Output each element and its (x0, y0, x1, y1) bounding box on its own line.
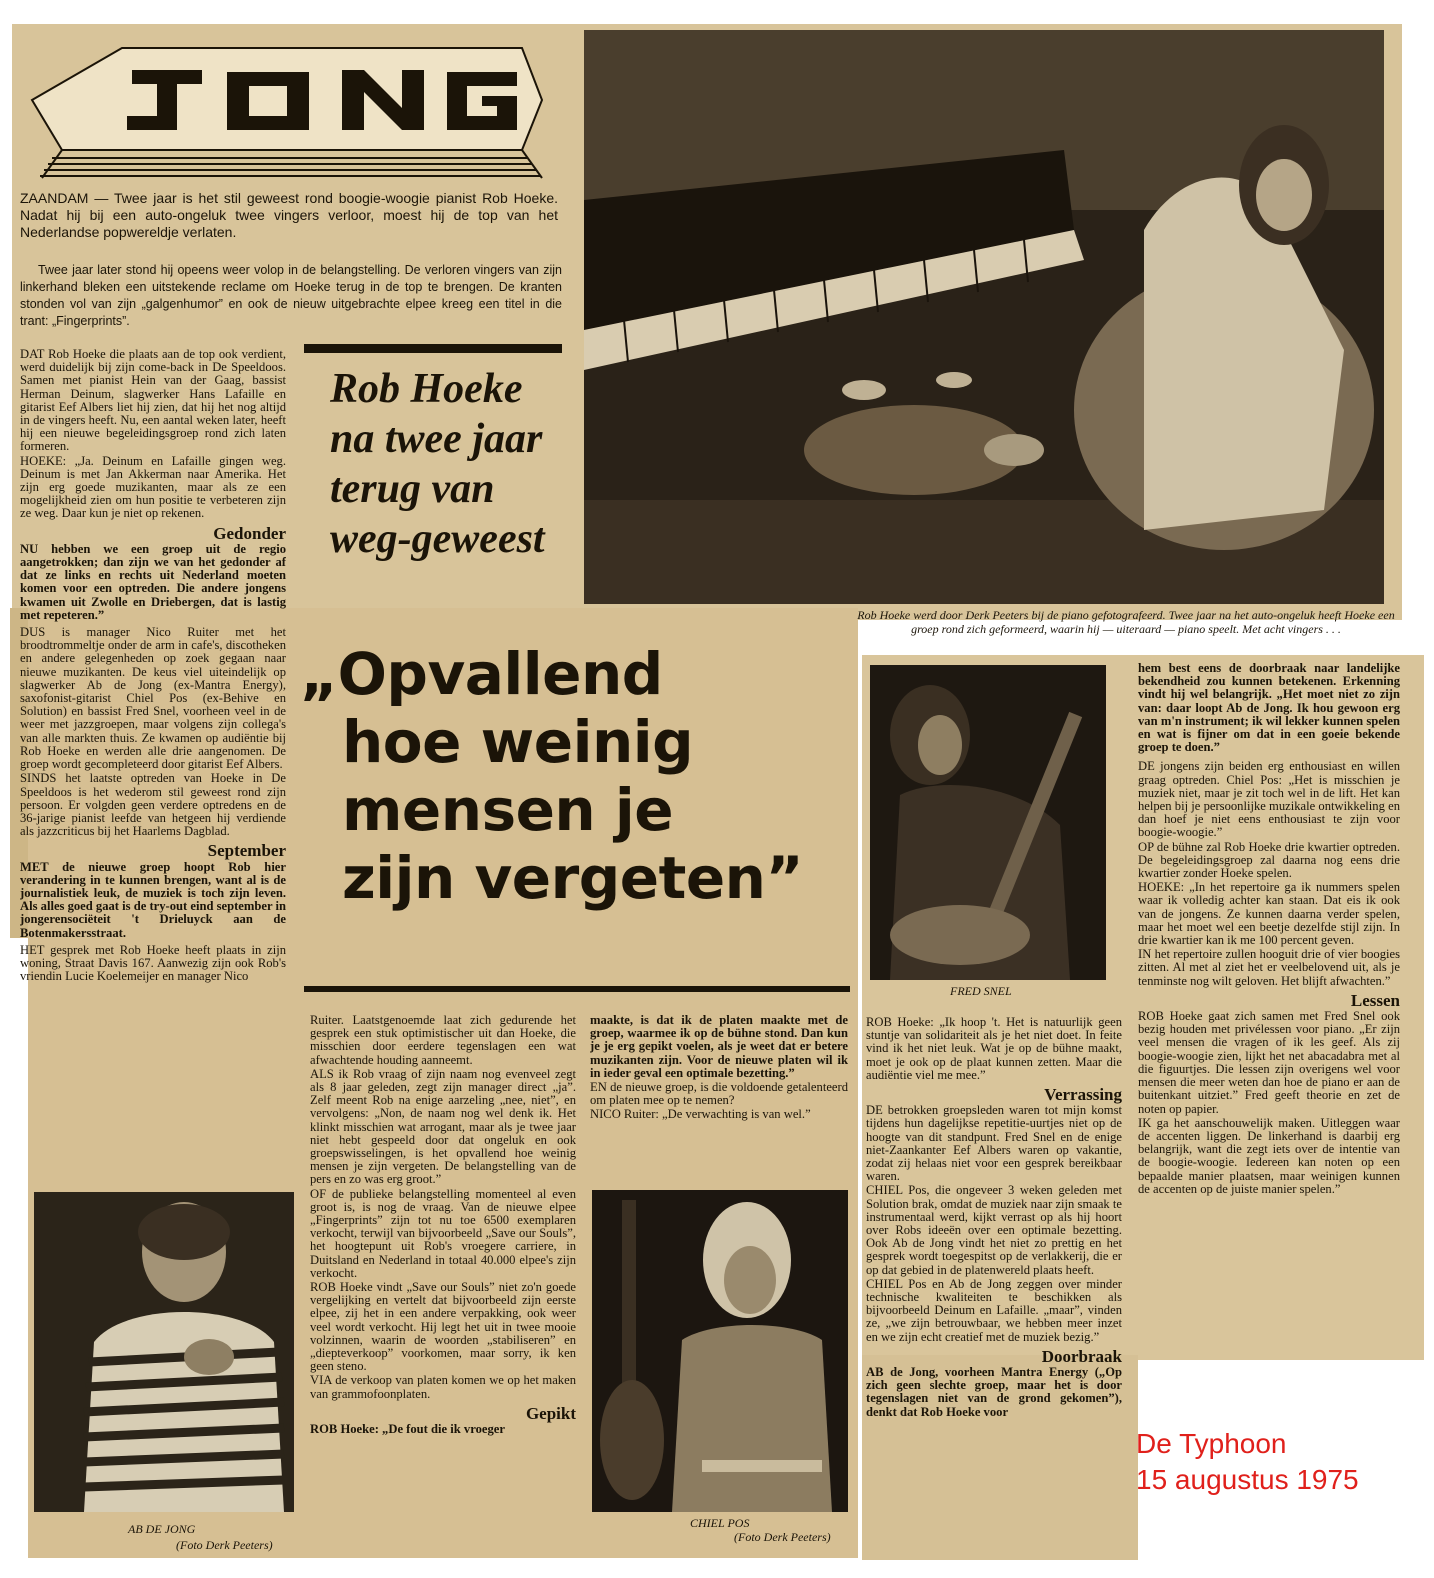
subheading: Gepikt (525, 1403, 576, 1423)
caption-chiel-pos-name: CHIEL POS (690, 1516, 750, 1530)
paragraph: EN de nieuwe groep, is die voldoende getalenteerd om platen mee op te nemen? (590, 1080, 848, 1108)
article-column-2 (310, 1014, 576, 1550)
subheading: Gedonder (213, 523, 286, 543)
source-annotation (1136, 1426, 1359, 1498)
source-publication: De Typhoon (1136, 1428, 1287, 1459)
intro-dateline: ZAANDAM — Twee jaar is het stil geweest rond boogie-woogie pianist Rob Hoeke. Nadat hij bij een auto-ongeluk twee vingers verloor, moest hij de top van het Nederlandse popwereldje verlaten. (20, 190, 558, 240)
paragraph: HOEKE: „In het repertoire ga ik nummers spelen waar ik volledig achter kan staan. Dat eis ik ook van de jongens. Ze kunnen daarna verder spelen, maar het moet wel een beetje dezelfde stijl zijn. In drie kwartier kan ik me 100 percent geven. (1138, 880, 1400, 948)
caption-ab-de-jong-name: AB DE JONG (128, 1522, 196, 1536)
paragraph: maakte, is dat ik de platen maakte met de groep, waarmee ik op de bühne stond. Dan kun je je erg gepikt voelen, als je weet dat er betere muzikanten zijn. Voor de nieuwe platen wil ik in ieder geval een optimale bezetting.” (590, 1014, 848, 1080)
headline-line: „Opvallend (300, 640, 663, 708)
caption-ab-de-jong-credit: (Foto Derk Peeters) (176, 1538, 273, 1552)
article-column-1 (20, 348, 286, 1184)
main-photo-caption: Rob Hoeke werd door Derk Peeters bij de piano gefotografeerd. Twee jaar na het auto-ongeluk heeft Hoeke een groep rond zich geformeerd, waarin hij — uiteraard — piano speelt. Met acht vingers . . . (857, 608, 1395, 636)
paragraph: ROB Hoeke: „Ik hoop 't. Het is natuurlijk geen stuntje van solidariteit als je het niet doet. In feite vind ik het niet leuk. Wat je op de bühne maakt, moet je ook op de plaat kunnen zetten. Maar die audiëntie viel me mee.” (866, 1016, 1122, 1082)
subheading: Lessen (1350, 990, 1400, 1010)
intro-paragraph: Twee jaar later stond hij opeens weer volop in de belangstelling. De verloren vingers van zijn linkerhand bleken een uitstekende reclame om Hoeke terug in de top te brengen. De kranten stonden vol van zijn „galgenhumor” en ook de nieuw uitgebrachte elpee kreeg een titel in die trant: „Fingerprints”. (20, 263, 562, 328)
headline-quote (300, 640, 860, 912)
caption-fred-snel: FRED SNEL (950, 984, 1012, 998)
paragraph: ROB Hoeke: „De fout die ik vroeger (310, 1422, 505, 1437)
paragraph: SINDS het laatste optreden van Hoeke in De Speeldoos is het wederom stil geweest rond zijn persoon. Er volgden geen verdere optredens en de 36-jarige pianist leefde van hetgeen hij verdiende als jazzcriticus bij het Haarlems Dagblad. (20, 771, 286, 839)
photo-ab-de-jong (34, 1192, 294, 1512)
paragraph: CHIEL Pos, die ongeveer 3 weken geleden met Solution brak, omdat de muziek naar zijn smaak te instrumentaal werd, kijkt verrast op als hij hoort over Robs ideeën over een optimale bezetting. Ook Ab de Jong vindt het niet zo prettig en het gesprek wordt toegespitst op de verlakkerij, die er op dat gebied in de platenwereld plaats heeft. (866, 1183, 1122, 1277)
paragraph: ROB Hoeke vindt „Save our Souls” niet zo'n goede vergelijking en vertelt dat bijvoorbeeld zijn eerste elpee, zij het in een andere verpakking, ook weer veel wordt verkocht. Hij legt het uit in twee mooie volzinnen, waarin de woorden „stabiliseren” en „diepteverkoop” voorkomen, maar sorry, ik ken geen steno. (310, 1280, 576, 1374)
subheading: September (207, 841, 286, 861)
paragraph: ROB Hoeke gaat zich samen met Fred Snel ook bezig houden met privélessen voor piano. „Er zijn veel mensen die vragen of ik les geef. Als zij boogie-woogie zien, lijkt het net abacadabra met al die figuurtjes. Die lessen zijn overigens wel voor mensen die meer weten dan hoe de piano er aan de buitenkant uitziet.” Fred geeft theorie en zet de noten op papier. (1138, 1009, 1400, 1116)
paragraph: DE betrokken groepsleden waren tot mijn komst tijdens hun dagelijkse repetitie-uurtjes niet op de hoogte van dit standpunt. Fred Snel en de enige niet-Zaankanter Eef Albers waren op vakantie, zodat zij helaas niet voor een gesprek bereikbaar waren. (866, 1103, 1122, 1184)
paragraph: VIA de verkoop van platen komen we op het maken van grammofoonplaten. (310, 1373, 576, 1401)
paragraph: IK ga het aanschouwelijk maken. Uitleggen waar de accenten liggen. De linkerhand is daarbij erg belangrijk, want die zegt iets over de intentie van de boogie-woogie. Iedereen kan noten op een bepaalde manier plaatsen, maar weinigen kunnen de accenten op de juiste manier spelen.” (1138, 1115, 1400, 1196)
paragraph: MET de nieuwe groep hoopt Rob hier verandering in te kunnen brengen, want al is de journalistiek leuk, de muziek is toch zijn leven. Als alles goed gaat is de try-out eind september in jongerensociëteit 't Drieluyck aan de Botenmakersstraat. (20, 859, 286, 940)
headline-line: zijn vergeten” (342, 844, 804, 912)
paragraph: OP de bühne zal Rob Hoeke drie kwartier optreden. De begeleidingsgroep zal daarna nog eens drie kwartier zonder Hoeke spelen. (1138, 839, 1400, 881)
paragraph: IN het repertoire zullen hooguit drie of vier boogies zitten. Al met al ziet het er veelbelovend uit, als je tenminste nog wilt geloven. Het blijft afwachten.” (1138, 947, 1400, 988)
subheading: Verrassing (1044, 1085, 1122, 1105)
jong-logo (22, 30, 554, 180)
paragraph: hem best eens de doorbraak naar landelijke bekendheid zou kunnen betekenen. Erkenning vindt hij wel belangrijk. „Het moet niet zo zijn van: daar loopt Ab de Jong. Ik hou gewoon erg van m'n instrument; ik wil lekker kunnen spelen en wat is fijner om dat in een goeie bekende groep te doen.” (1138, 662, 1400, 755)
caption-chiel-pos-credit: (Foto Derk Peeters) (734, 1530, 831, 1544)
headline-bottom-rule (304, 986, 850, 992)
paragraph: HET gesprek met Rob Hoeke heeft plaats in zijn woning, Straat Davis 167. Aanwezig zijn ook Rob's vriendin Lucie Koelemeijer en manager Nico (20, 942, 286, 984)
paragraph: CHIEL Pos en Ab de Jong zeggen over minder technische kwaliteiten te beschikken als bijvoorbeeld Deinum en Lafaille. „maar”, vinden ze, „we zijn betrouwbaar, we hebben meer inzet en we zijn echt creatief met de muziek bezig.” (866, 1276, 1122, 1344)
photo-chiel-pos (592, 1190, 848, 1512)
paragraph: HOEKE: „Ja. Deinum en Lafaille gingen weg. Deinum is met Jan Akkerman naar Amerika. Het zijn erg goede muzikanten, maar als ze een mogelijkheid zien om hun positie te verbeteren zijn ze weg. Daar kun je niet op rekenen. (20, 453, 286, 521)
headline-line: mensen je (342, 776, 674, 844)
paragraph: Ruiter. Laatstgenoemde laat zich gedurende het gesprek een stuk optimistischer uit dan Hoeke, die misschien door eerdere tegenslagen een wat afwachtende houding aanneemt. (310, 1014, 576, 1067)
paragraph: NICO Ruiter: „De verwachting is van wel.” (590, 1107, 811, 1122)
paragraph: OF de publieke belangstelling momenteel al even groot is, is nog de vraag. Van de nieuwe elpee „Fingerprints” zijn tot nu toe 6500 exemplaren verkocht, terwijl van bijvoorbeeld „Save our Souls”, het hoogtepunt uit Rob's vroegere carriere, in Duitsland en Nederland in totaal 40.000 elpee's zijn verkocht. (310, 1186, 576, 1280)
article-column-5 (1138, 662, 1400, 1354)
photo-rob-hoeke-piano (584, 30, 1384, 604)
article-column-4 (866, 1016, 1122, 1552)
article-column-3 (590, 1014, 848, 1184)
paragraph: AB de Jong, voorheen Mantra Energy („Op zich geen slechte groep, maar het is door tegenslagen niet van de grond gekomen”), denkt dat Rob Hoeke voor (866, 1365, 1122, 1419)
paragraph: NU hebben we een groep uit de regio aangetrokken; dan zijn we van het gedonder af dat ze links en rechts uit Nederland moeten komen voor een optreden. Die andere jongens kwamen uit Zwolle en Driebergen, dat is lastig met repeteren.” (20, 541, 286, 622)
source-date: 15 augustus 1975 (1136, 1464, 1359, 1495)
subheading: Doorbraak (1041, 1346, 1122, 1366)
paragraph: DAT Rob Hoeke die plaats aan de top ook verdient, werd duidelijk bij zijn come-back in De Speeldoos. Samen met pianist Hein van der Gaag, bassist Herman Deinum, slagwerker Hans Lafaille en gitarist Eef Albers liet hij zien, dat hij het nog altijd in de vingers heeft. Nu, een aantal weken later, heeft hij een nieuwe begeleidingsgroep rond zich laten formeren. (20, 348, 286, 454)
headline-line: hoe weinig (342, 708, 694, 776)
headline-rob-hoeke: Rob Hoeke na twee jaar terug van weg-geweest (330, 366, 545, 562)
photo-fred-snel (870, 665, 1106, 980)
paragraph: DE jongens zijn beiden erg enthousiast en willen graag optreden. Chiel Pos: „Het is misschien je muziek niet, maar je zit toch wel in de lift. Het kan helpen bij je persoonlijke muzikale ontwikkeling en dan hoef je niet eens enthousiast te zijn voor boogie-woogie.” (1138, 759, 1400, 840)
headline-rule (304, 344, 562, 353)
paragraph: ALS ik Rob vraag of zijn naam nog evenveel zegt als 8 jaar geleden, zegt zijn manager direct „ja”. Zelf meent Rob na enige aarzeling „nee, niet”, en vervolgens: „Non, de naam nog wel denk ik. Het klinkt misschien wat arrogant, maar als je twee jaar niet hebt gespeeld door dat ongeluk en ook groepswisselingen, is het opvallend hoe weinig mensen je zijn vergeten. De belangstelling van de pers en zo was erg groot.” (310, 1066, 576, 1187)
paragraph: DUS is manager Nico Ruiter met het broodtrommeltje onder de arm in cafe's, discotheken en andere gelegenheden op zoek gegaan naar nieuwe muzikanten. De keus viel uiteindelijk op slagwerker Ab de Jong (ex-Mantra Energy), saxofonist-gitarist Chiel Pos (ex-Behive en Solution) en bassist Fred Snel, voorheen veel in de weer met jazzgroepen, maar volgens zijn collega's van alle markten thuis. Ze kwamen op audiëntie bij Rob Hoeke en werden alle drie aangenomen. De groep wordt gecompleteerd door gitarist Eef Albers. (20, 625, 286, 772)
